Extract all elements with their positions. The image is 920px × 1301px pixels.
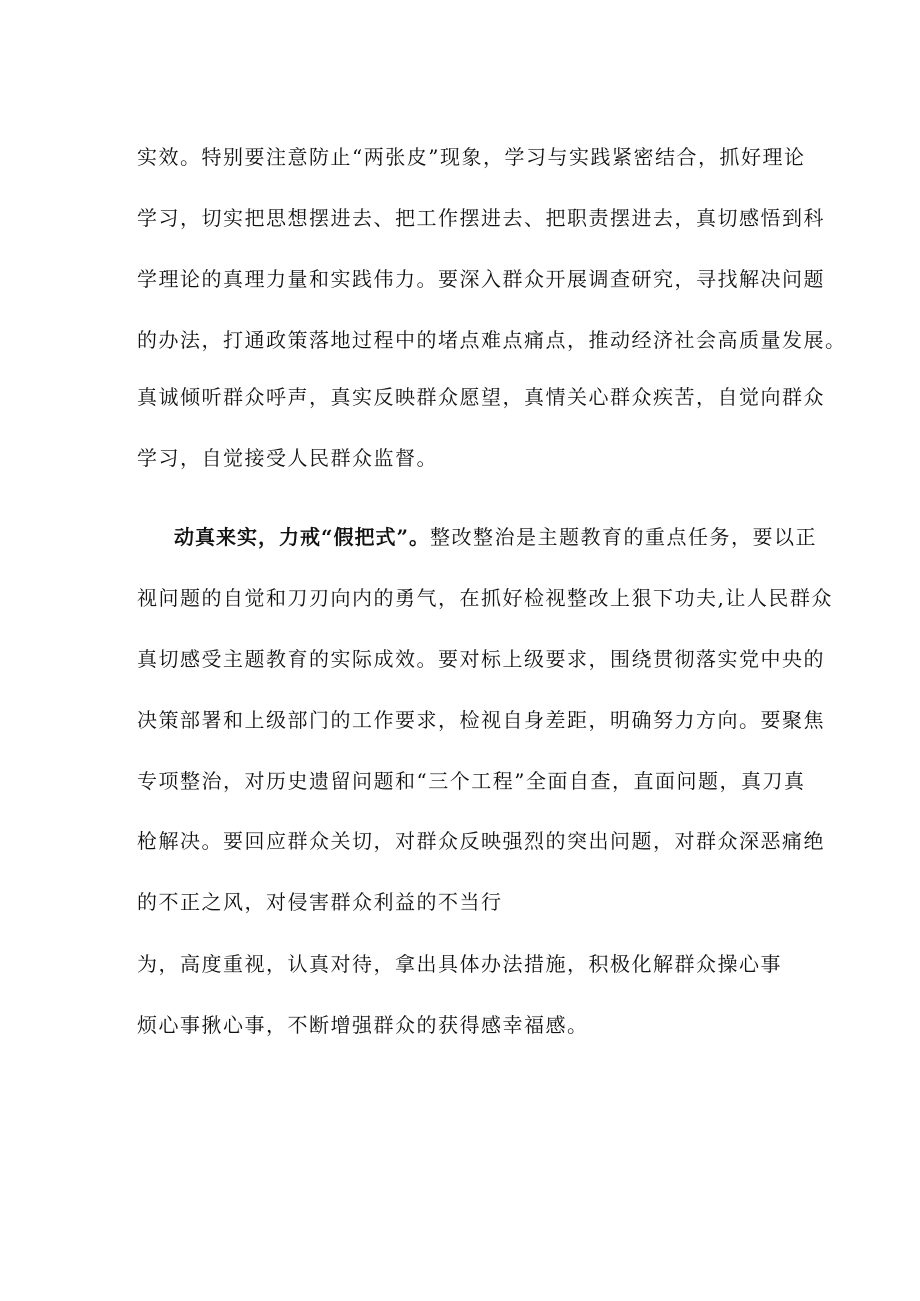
paragraph-2-line-7: 的不正之风，对侵害群众利益的不当行 [137,890,503,914]
paragraph-2-line-4: 决策部署和上级部门的工作要求，检视自身差距，明确努力方向。要聚焦 [137,708,825,732]
paragraph-2-line-3: 真切感受主题教育的实际成效。要对标上级要求，围绕贯彻落实党中央的 [137,647,825,671]
paragraph-2-line-9: 烦心事揪心事，不断增强群众的获得感幸福感。 [137,1013,589,1037]
paragraph-1-line-3: 学理论的真理力量和实践伟力。要深入群众开展调查研究，寻找解决问题 [137,267,825,291]
paragraph-2-line-8: 为，高度重视，认真对待，拿出具体办法措施，积极化解群众操心事 [137,952,782,976]
paragraph-1-line-4: 的办法，打通政策落地过程中的堵点难点痛点，推动经济社会高质量发展。 [137,328,847,352]
paragraph-2-line-2: 视问题的自觉和刀刃向内的勇气，在抓好检视整改上狠下功夫,让人民群众 [137,586,833,610]
paragraph-2-lead: 动真来实，力戒“假把式”。 [174,525,431,549]
paragraph-2-line-5: 专项整治，对历史遗留问题和“三个工程”全面自查，直面问题，真刀真 [137,769,806,793]
paragraph-1-line-1: 实效。特别要注意防止“两张皮”现象，学习与实践紧密结合，抓好理论 [137,145,806,169]
paragraph-2-line-1 [174,522,817,552]
paragraph-2-first-line-rest: 整改整治是主题教育的重点任务，要以正 [430,525,818,549]
paragraph-1-line-6: 学习，自觉接受人民群众监督。 [137,446,438,470]
paragraph-1-line-5: 真诚倾听群众呼声，真实反映群众愿望，真情关心群众疾苦，自觉向群众 [137,385,825,409]
paragraph-1-line-2: 学习，切实把思想摆进去、把工作摆进去、把职责摆进去，真切感悟到科 [137,206,825,230]
paragraph-2-line-6: 枪解决。要回应群众关切，对群众反映强烈的突出问题，对群众深恶痛绝 [137,829,825,853]
